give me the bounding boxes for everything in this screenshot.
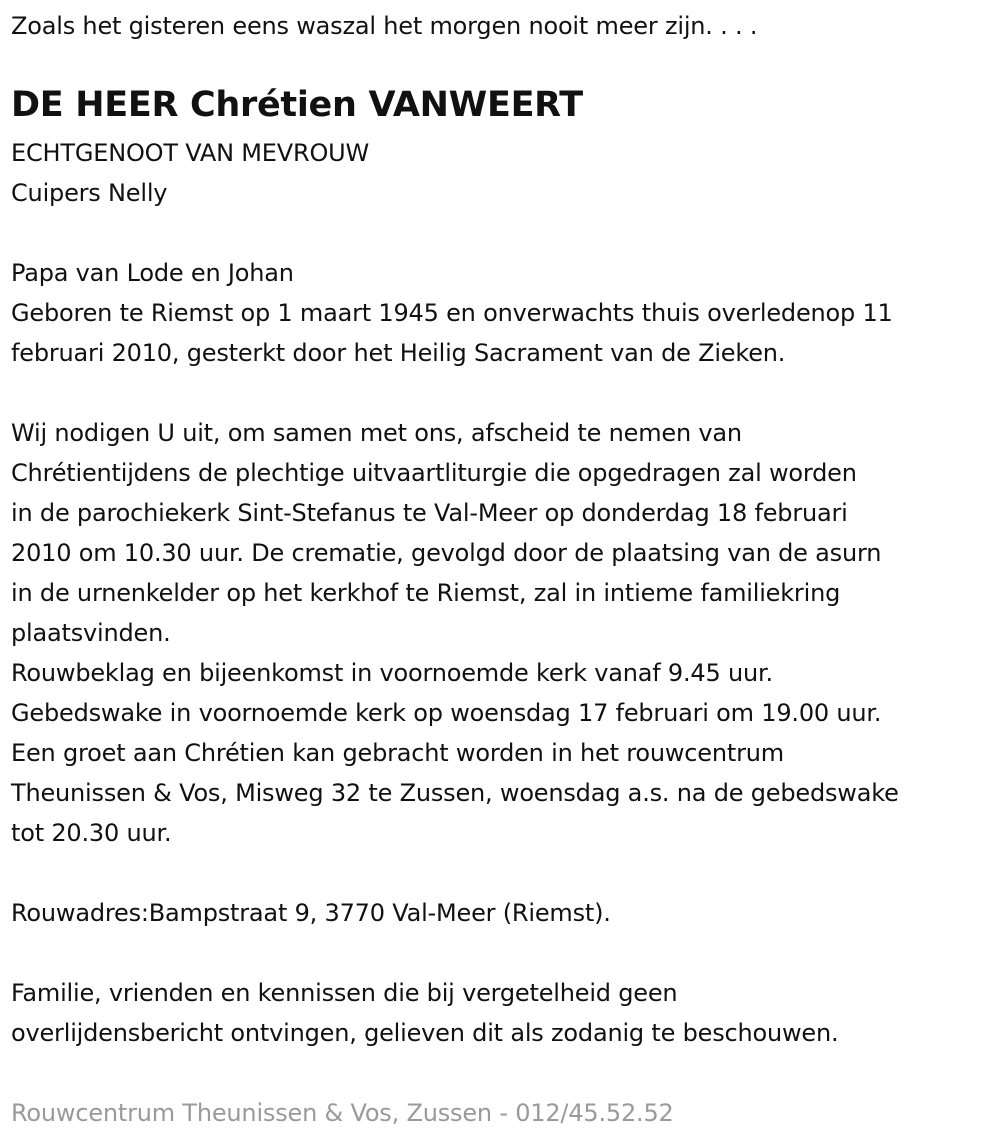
farewell-line: Theunissen & Vos, Misweg 32 te Zussen, woensdag a.s. na de gebedswake [11,779,899,807]
birth-death-line: februari 2010, gesterkt door het Heilig Sacrament van de Zieken. [11,339,786,367]
spouse-name: Cuipers Nelly [11,179,168,207]
invitation-line: Chrétientijdens de plechtige uitvaartliturgie die opgedragen zal worden [11,459,857,487]
birth-death-line: Geboren te Riemst op 1 maart 1945 en onverwachts thuis overledenop 11 [11,299,893,327]
intro-quote: Zoals het gisteren eens waszal het morgen nooit meer zijn. . . . [11,12,758,40]
mourning-address: Rouwadres:Bampstraat 9, 3770 Val-Meer (Riemst). [11,899,611,927]
notice-line: overlijdensbericht ontvingen, gelieven dit als zodanig te beschouwen. [11,1019,839,1047]
invitation-line: in de urnenkelder op het kerkhof te Riemst, zal in intieme familiekring [11,579,841,607]
funeral-home-footer: Rouwcentrum Theunissen & Vos, Zussen - 012/45.52.52 [11,1099,674,1127]
condolence-line: Rouwbeklag en bijeenkomst in voornoemde kerk vanaf 9.45 uur. [11,659,773,687]
spouse-label: ECHTGENOOT VAN MEVROUW [11,139,370,167]
family-block [11,253,893,373]
notice-block [11,973,838,1053]
invitation-line: Wij nodigen U uit, om samen met ons, afscheid te nemen van [11,419,742,447]
address-block [11,893,611,933]
children-line: Papa van Lode en Johan [11,259,294,287]
spouse-block [11,133,369,213]
deceased-name-title: DE HEER Chrétien VANWEERT [11,85,583,125]
invitation-line: 2010 om 10.30 uur. De crematie, gevolgd door de plaatsing van de asurn [11,539,882,567]
farewell-line: Een groet aan Chrétien kan gebracht worden in het rouwcentrum [11,739,784,767]
invitation-block [11,413,899,853]
farewell-line: tot 20.30 uur. [11,819,172,847]
prayer-vigil-line: Gebedswake in voornoemde kerk op woensdag 17 februari om 19.00 uur. [11,699,882,727]
invitation-line: plaatsvinden. [11,619,171,647]
notice-line: Familie, vrienden en kennissen die bij vergetelheid geen [11,979,678,1007]
invitation-line: in de parochiekerk Sint-Stefanus te Val-Meer op donderdag 18 februari [11,499,848,527]
